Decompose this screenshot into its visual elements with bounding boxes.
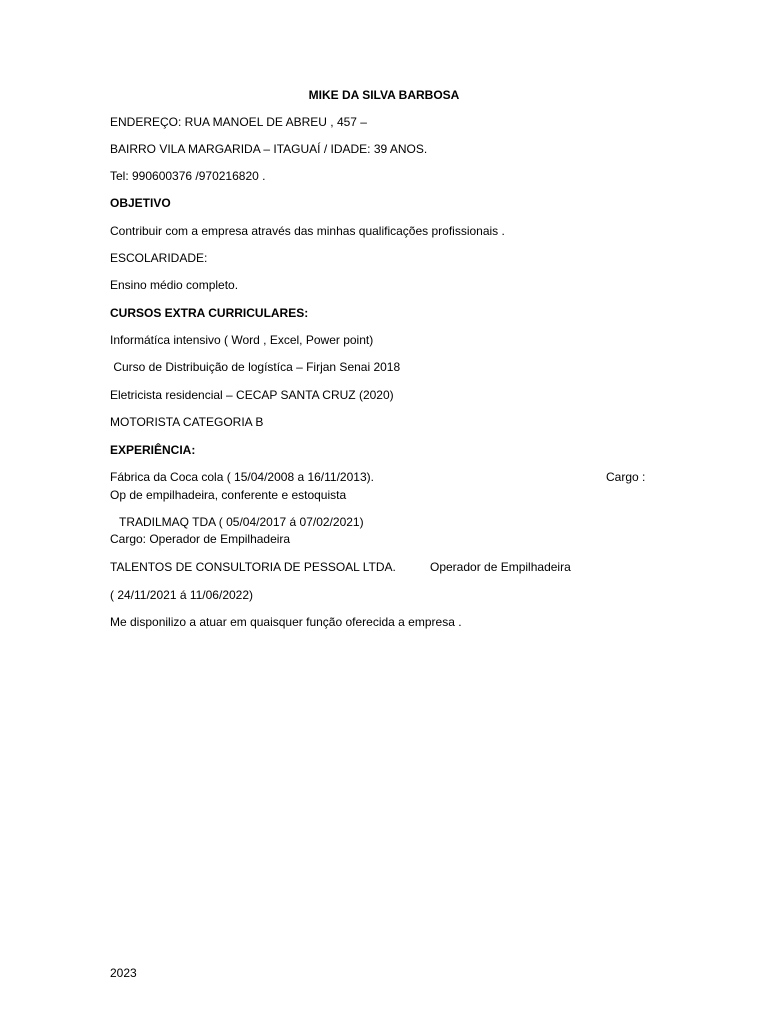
education-text: Ensino médio completo. <box>110 278 239 292</box>
courses-heading: CURSOS EXTRA CURRICULARES: <box>110 306 309 320</box>
job1-cargo-label: Cargo : <box>606 470 646 484</box>
phone-line: Tel: 990600376 /970216820 . <box>110 169 266 183</box>
course-item: Informátíca intensivo ( Word , Excel, Power point) <box>110 333 374 347</box>
job2-company: TRADILMAQ TDA ( 05/04/2017 á 07/02/2021) <box>119 515 364 529</box>
course-item: Curso de Distribuição de logístíca – Firjan Senai 2018 <box>110 360 401 374</box>
job3-dates: ( 24/11/2021 á 11/06/2022) <box>110 588 254 602</box>
experience-heading: EXPERIÊNCIA: <box>110 443 196 457</box>
address-line-2: BAIRRO VILA MARGARIDA – ITAGUAÍ / IDADE: 39 ANOS. <box>110 142 428 156</box>
job2-role: Cargo: Operador de Empilhadeira <box>110 532 291 546</box>
course-item: MOTORISTA CATEGORIA B <box>110 415 264 429</box>
resume-name: MIKE DA SILVA BARBOSA <box>308 88 460 102</box>
job3-company: TALENTOS DE CONSULTORIA DE PESSOAL LTDA. <box>110 560 396 574</box>
course-item: Eletricista residencial – CECAP SANTA CRUZ (2020) <box>110 388 394 402</box>
job3-role: Operador de Empilhadeira <box>430 560 571 574</box>
objective-text: Contribuir com a empresa através das minhas qualificações profissionais . <box>110 224 505 238</box>
objective-heading: OBJETIVO <box>110 196 171 210</box>
footer-year: 2023 <box>110 966 137 980</box>
job1-company: Fábrica da Coca cola ( 15/04/2008 a 16/11/2013). <box>110 470 374 484</box>
availability-statement: Me disponilizo a atuar em quaisquer função oferecida a empresa . <box>110 615 462 629</box>
address-line-1: ENDEREÇO: RUA MANOEL DE ABREU , 457 – <box>110 115 367 129</box>
job1-role: Op de empilhadeira, conferente e estoquista <box>110 488 347 502</box>
education-heading: ESCOLARIDADE: <box>110 251 208 265</box>
